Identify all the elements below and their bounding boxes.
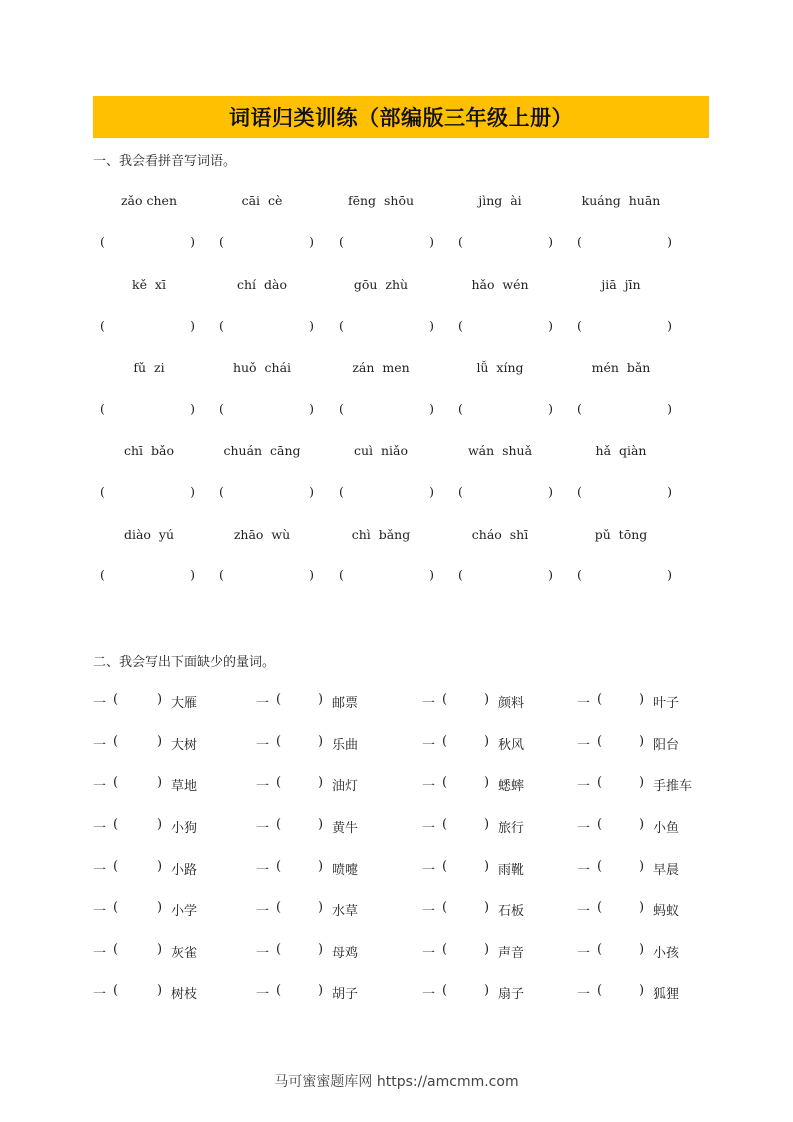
noun-word: 小狗 bbox=[171, 821, 198, 836]
numeral-one: 一 bbox=[422, 904, 436, 919]
open-paren: ( bbox=[339, 567, 344, 582]
close-paren: ) bbox=[190, 484, 195, 499]
open-paren: ( bbox=[276, 942, 282, 957]
noun-word: 秋风 bbox=[498, 738, 525, 753]
open-paren: ( bbox=[339, 484, 344, 499]
noun-word: 早晨 bbox=[653, 863, 680, 878]
pinyin-word: huǒ chái bbox=[232, 360, 292, 375]
close-paren: ) bbox=[157, 859, 163, 874]
open-paren: ( bbox=[442, 983, 448, 998]
close-paren: ) bbox=[429, 484, 434, 499]
open-paren: ( bbox=[442, 692, 448, 707]
open-paren: ( bbox=[458, 401, 463, 416]
numeral-one: 一 bbox=[93, 738, 107, 753]
measure-word-row bbox=[0, 983, 793, 1003]
measure-word-row bbox=[0, 942, 793, 962]
close-paren: ) bbox=[318, 983, 324, 998]
noun-word: 阳台 bbox=[653, 738, 680, 753]
pinyin-word: kě xī bbox=[132, 277, 166, 292]
close-paren: ) bbox=[639, 817, 645, 832]
close-paren: ) bbox=[639, 983, 645, 998]
noun-word: 喷嚏 bbox=[332, 863, 359, 878]
pinyin-word: zǎo chen bbox=[120, 193, 178, 208]
pinyin-word: cuì niǎo bbox=[353, 443, 409, 458]
open-paren: ( bbox=[597, 983, 603, 998]
open-paren: ( bbox=[100, 401, 105, 416]
pinyin-word: hǎ qiàn bbox=[595, 443, 647, 458]
pinyin-word: zán men bbox=[352, 360, 410, 375]
noun-word: 母鸡 bbox=[332, 946, 359, 961]
open-paren: ( bbox=[113, 942, 119, 957]
close-paren: ) bbox=[429, 318, 434, 333]
numeral-one: 一 bbox=[93, 821, 107, 836]
close-paren: ) bbox=[309, 484, 314, 499]
close-paren: ) bbox=[548, 484, 553, 499]
noun-word: 乐曲 bbox=[332, 738, 359, 753]
pinyin-word: jiā jīn bbox=[601, 277, 641, 292]
close-paren: ) bbox=[157, 734, 163, 749]
close-paren: ) bbox=[309, 234, 314, 249]
numeral-one: 一 bbox=[256, 821, 270, 836]
close-paren: ) bbox=[548, 567, 553, 582]
open-paren: ( bbox=[442, 734, 448, 749]
answer-blank-row bbox=[0, 567, 793, 587]
open-paren: ( bbox=[577, 234, 582, 249]
open-paren: ( bbox=[276, 900, 282, 915]
close-paren: ) bbox=[190, 318, 195, 333]
numeral-one: 一 bbox=[256, 904, 270, 919]
noun-word: 旅行 bbox=[498, 821, 525, 836]
noun-word: 扇子 bbox=[498, 987, 525, 1002]
numeral-one: 一 bbox=[93, 779, 107, 794]
open-paren: ( bbox=[113, 900, 119, 915]
noun-word: 小孩 bbox=[653, 946, 680, 961]
numeral-one: 一 bbox=[577, 779, 591, 794]
measure-word-row bbox=[0, 817, 793, 837]
numeral-one: 一 bbox=[422, 821, 436, 836]
numeral-one: 一 bbox=[422, 863, 436, 878]
open-paren: ( bbox=[276, 983, 282, 998]
numeral-one: 一 bbox=[93, 987, 107, 1002]
footer-watermark: 马可蜜蜜题库网 https://amcmm.com bbox=[274, 1074, 519, 1090]
open-paren: ( bbox=[458, 484, 463, 499]
open-paren: ( bbox=[113, 817, 119, 832]
close-paren: ) bbox=[484, 817, 490, 832]
close-paren: ) bbox=[318, 859, 324, 874]
answer-blank-row bbox=[0, 484, 793, 504]
close-paren: ) bbox=[157, 692, 163, 707]
pinyin-row bbox=[0, 360, 793, 380]
close-paren: ) bbox=[667, 484, 672, 499]
close-paren: ) bbox=[190, 234, 195, 249]
pinyin-word: zhāo wù bbox=[233, 527, 291, 542]
close-paren: ) bbox=[548, 401, 553, 416]
open-paren: ( bbox=[100, 234, 105, 249]
open-paren: ( bbox=[597, 942, 603, 957]
open-paren: ( bbox=[339, 318, 344, 333]
close-paren: ) bbox=[190, 567, 195, 582]
pinyin-word: cāi cè bbox=[241, 193, 283, 208]
open-paren: ( bbox=[577, 484, 582, 499]
open-paren: ( bbox=[219, 234, 224, 249]
open-paren: ( bbox=[219, 318, 224, 333]
close-paren: ) bbox=[667, 318, 672, 333]
pinyin-word: gōu zhù bbox=[353, 277, 409, 292]
noun-word: 颜料 bbox=[498, 696, 525, 711]
close-paren: ) bbox=[639, 900, 645, 915]
open-paren: ( bbox=[339, 234, 344, 249]
numeral-one: 一 bbox=[577, 821, 591, 836]
numeral-one: 一 bbox=[256, 696, 270, 711]
open-paren: ( bbox=[100, 318, 105, 333]
close-paren: ) bbox=[318, 900, 324, 915]
noun-word: 小路 bbox=[171, 863, 198, 878]
section1-heading: 一、我会看拼音写词语。 bbox=[93, 154, 237, 169]
noun-word: 大树 bbox=[171, 738, 198, 753]
close-paren: ) bbox=[309, 401, 314, 416]
answer-blank-row bbox=[0, 234, 793, 254]
answer-blank-row bbox=[0, 401, 793, 421]
title-banner bbox=[93, 96, 709, 138]
noun-word: 灰雀 bbox=[171, 946, 198, 961]
open-paren: ( bbox=[219, 401, 224, 416]
open-paren: ( bbox=[458, 567, 463, 582]
open-paren: ( bbox=[276, 734, 282, 749]
numeral-one: 一 bbox=[93, 904, 107, 919]
measure-word-row bbox=[0, 692, 793, 712]
noun-word: 大雁 bbox=[171, 696, 198, 711]
pinyin-word: kuáng huān bbox=[581, 193, 661, 208]
open-paren: ( bbox=[276, 817, 282, 832]
open-paren: ( bbox=[597, 734, 603, 749]
numeral-one: 一 bbox=[577, 696, 591, 711]
close-paren: ) bbox=[309, 567, 314, 582]
numeral-one: 一 bbox=[93, 946, 107, 961]
numeral-one: 一 bbox=[256, 987, 270, 1002]
close-paren: ) bbox=[667, 567, 672, 582]
open-paren: ( bbox=[219, 567, 224, 582]
measure-word-row bbox=[0, 775, 793, 795]
pinyin-row bbox=[0, 277, 793, 297]
open-paren: ( bbox=[113, 983, 119, 998]
numeral-one: 一 bbox=[256, 946, 270, 961]
noun-word: 手推车 bbox=[653, 779, 693, 794]
numeral-one: 一 bbox=[422, 779, 436, 794]
close-paren: ) bbox=[667, 401, 672, 416]
open-paren: ( bbox=[100, 484, 105, 499]
open-paren: ( bbox=[276, 859, 282, 874]
pinyin-word: diào yú bbox=[123, 527, 175, 542]
noun-word: 蟋蟀 bbox=[498, 779, 525, 794]
noun-word: 小学 bbox=[171, 904, 198, 919]
open-paren: ( bbox=[577, 567, 582, 582]
close-paren: ) bbox=[318, 692, 324, 707]
numeral-one: 一 bbox=[577, 863, 591, 878]
numeral-one: 一 bbox=[422, 946, 436, 961]
close-paren: ) bbox=[157, 775, 163, 790]
numeral-one: 一 bbox=[577, 738, 591, 753]
pinyin-word: pǔ tōng bbox=[594, 527, 648, 542]
pinyin-word: mén bǎn bbox=[591, 360, 651, 375]
pinyin-word: chí dào bbox=[237, 277, 287, 292]
noun-word: 石板 bbox=[498, 904, 525, 919]
pinyin-word: cháo shī bbox=[471, 527, 529, 542]
pinyin-word: hǎo wén bbox=[471, 277, 529, 292]
close-paren: ) bbox=[639, 859, 645, 874]
noun-word: 油灯 bbox=[332, 779, 359, 794]
noun-word: 邮票 bbox=[332, 696, 359, 711]
open-paren: ( bbox=[597, 859, 603, 874]
close-paren: ) bbox=[318, 734, 324, 749]
numeral-one: 一 bbox=[577, 946, 591, 961]
open-paren: ( bbox=[276, 775, 282, 790]
open-paren: ( bbox=[276, 692, 282, 707]
open-paren: ( bbox=[442, 817, 448, 832]
noun-word: 草地 bbox=[171, 779, 198, 794]
close-paren: ) bbox=[639, 692, 645, 707]
close-paren: ) bbox=[318, 942, 324, 957]
open-paren: ( bbox=[442, 942, 448, 957]
open-paren: ( bbox=[442, 859, 448, 874]
close-paren: ) bbox=[157, 983, 163, 998]
close-paren: ) bbox=[484, 734, 490, 749]
noun-word: 雨靴 bbox=[498, 863, 525, 878]
close-paren: ) bbox=[157, 942, 163, 957]
open-paren: ( bbox=[113, 859, 119, 874]
close-paren: ) bbox=[318, 817, 324, 832]
open-paren: ( bbox=[577, 401, 582, 416]
measure-word-row bbox=[0, 859, 793, 879]
numeral-one: 一 bbox=[422, 738, 436, 753]
noun-word: 黄牛 bbox=[332, 821, 359, 836]
close-paren: ) bbox=[309, 318, 314, 333]
open-paren: ( bbox=[442, 775, 448, 790]
close-paren: ) bbox=[639, 775, 645, 790]
pinyin-word: chì bǎng bbox=[351, 527, 411, 542]
pinyin-word: jìng ài bbox=[478, 193, 522, 208]
pinyin-word: fǔ zi bbox=[133, 360, 165, 375]
numeral-one: 一 bbox=[93, 863, 107, 878]
noun-word: 蚂蚁 bbox=[653, 904, 680, 919]
open-paren: ( bbox=[219, 484, 224, 499]
open-paren: ( bbox=[597, 775, 603, 790]
open-paren: ( bbox=[577, 318, 582, 333]
close-paren: ) bbox=[429, 567, 434, 582]
open-paren: ( bbox=[113, 775, 119, 790]
close-paren: ) bbox=[667, 234, 672, 249]
noun-word: 树枝 bbox=[171, 987, 198, 1002]
pinyin-word: lǚ xíng bbox=[476, 360, 524, 375]
pinyin-word: fēng shōu bbox=[347, 193, 415, 208]
noun-word: 胡子 bbox=[332, 987, 359, 1002]
numeral-one: 一 bbox=[577, 904, 591, 919]
noun-word: 小鱼 bbox=[653, 821, 680, 836]
close-paren: ) bbox=[639, 734, 645, 749]
close-paren: ) bbox=[157, 900, 163, 915]
pinyin-row bbox=[0, 527, 793, 547]
close-paren: ) bbox=[429, 234, 434, 249]
open-paren: ( bbox=[442, 900, 448, 915]
numeral-one: 一 bbox=[93, 696, 107, 711]
pinyin-row bbox=[0, 193, 793, 213]
noun-word: 狐狸 bbox=[653, 987, 680, 1002]
numeral-one: 一 bbox=[256, 738, 270, 753]
open-paren: ( bbox=[339, 401, 344, 416]
section2-heading: 二、我会写出下面缺少的量词。 bbox=[93, 655, 276, 670]
close-paren: ) bbox=[484, 942, 490, 957]
pinyin-row bbox=[0, 443, 793, 463]
numeral-one: 一 bbox=[422, 696, 436, 711]
numeral-one: 一 bbox=[422, 987, 436, 1002]
pinyin-word: wán shuǎ bbox=[467, 443, 533, 458]
open-paren: ( bbox=[597, 692, 603, 707]
pinyin-word: chuán cāng bbox=[223, 443, 301, 458]
numeral-one: 一 bbox=[256, 863, 270, 878]
open-paren: ( bbox=[113, 734, 119, 749]
open-paren: ( bbox=[100, 567, 105, 582]
close-paren: ) bbox=[639, 942, 645, 957]
close-paren: ) bbox=[318, 775, 324, 790]
noun-word: 水草 bbox=[332, 904, 359, 919]
open-paren: ( bbox=[113, 692, 119, 707]
numeral-one: 一 bbox=[256, 779, 270, 794]
open-paren: ( bbox=[597, 900, 603, 915]
close-paren: ) bbox=[484, 900, 490, 915]
page-title: 词语归类训练（部编版三年级上册） bbox=[229, 105, 573, 130]
close-paren: ) bbox=[548, 234, 553, 249]
measure-word-row bbox=[0, 734, 793, 754]
open-paren: ( bbox=[597, 817, 603, 832]
close-paren: ) bbox=[157, 817, 163, 832]
noun-word: 声音 bbox=[498, 946, 525, 961]
answer-blank-row bbox=[0, 318, 793, 338]
open-paren: ( bbox=[458, 234, 463, 249]
close-paren: ) bbox=[484, 775, 490, 790]
close-paren: ) bbox=[484, 692, 490, 707]
numeral-one: 一 bbox=[577, 987, 591, 1002]
close-paren: ) bbox=[429, 401, 434, 416]
close-paren: ) bbox=[484, 983, 490, 998]
open-paren: ( bbox=[458, 318, 463, 333]
measure-word-row bbox=[0, 900, 793, 920]
close-paren: ) bbox=[548, 318, 553, 333]
pinyin-word: chī bǎo bbox=[124, 443, 174, 458]
noun-word: 叶子 bbox=[653, 696, 680, 711]
close-paren: ) bbox=[190, 401, 195, 416]
close-paren: ) bbox=[484, 859, 490, 874]
